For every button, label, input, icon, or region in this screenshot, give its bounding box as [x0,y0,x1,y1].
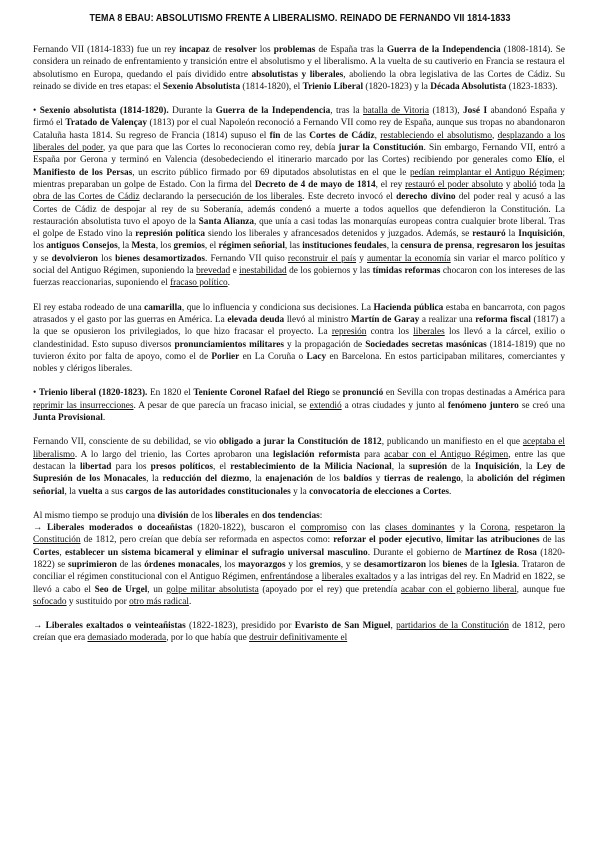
underlined-text: restableciendo el absolutismo [380,130,493,141]
underlined-text: represión [331,327,367,338]
bold-text: cargos de las autoridades constitucionales [125,486,291,497]
text-run: se creó una [518,400,565,411]
text-run: → [33,621,46,632]
bold-text: Trienio liberal (1820-1823). [38,388,148,399]
underlined-text: extendió [309,400,342,411]
text-run: , la [460,474,478,485]
text-run: Durante la [168,106,216,117]
bold-text: Evaristo de San Miguel [294,621,391,632]
bold-text: restablecimiento de la Milicia Nacional [230,461,392,472]
bold-text: Teniente Coronel Rafael del Riego [193,388,330,399]
text-run: . Fernando VII quiso [205,253,288,264]
text-run: (1823-1833). [506,81,558,92]
text-run: , aboliendo la obra legislativa de las Cortes de Cádiz. Su reinado se divide en tres etapas: el [33,69,565,92]
paragraph-camarilla [33,302,565,376]
bold-text: vuelta [78,486,103,497]
text-run: . [188,596,192,607]
text-run: • [33,388,39,399]
underlined-text: golpe militar absolutista [166,584,259,595]
text-run: . Este decreto invocó el [302,192,397,203]
bold-text: Sexenio Absolutista [162,81,241,92]
bold-text: Iglesia [491,559,517,570]
bold-text: Porlier [211,351,240,362]
text-run: los [426,559,443,570]
text-run: declarando la [139,192,197,203]
underlined-text: aceptaba el liberalismo [33,437,565,460]
text-run: (1814-1819) que no tuvieron éxito por falta de apoyo, como el de [33,339,565,362]
text-run: , que lo influencia y condiciona sus decisiones. La [181,302,374,313]
text-run: toda [536,179,559,190]
bold-text: desamortizaron [363,559,427,570]
underlined-text: desplazando a los liberales del poder [33,130,565,154]
text-run: contra los [366,327,414,338]
text-run: (1814-1820), el [240,81,303,92]
text-run: para [360,449,385,460]
text-run: , por lo que había que [166,633,250,644]
text-run: e [230,266,240,277]
underlined-text: aumentar la economía [367,253,451,264]
text-run: sin variar el marco político y social del Antiguo Régimen, suponiendo la [33,253,566,277]
bold-text: fin [269,130,281,141]
bold-text: abolición del régimen señorial [33,474,565,497]
text-run: a realizar una [419,314,476,325]
text-run: El rey estaba rodeado de una [33,302,145,313]
text-run: (1820-1823) y la [363,81,431,92]
bold-text: tierras de realengo [383,474,461,485]
text-run: , la [386,241,401,252]
bold-text: elevada deuda [227,314,285,325]
bold-text: Sociedades secretas masónicas [365,339,487,350]
text-run: para los [111,461,151,472]
bold-text: Cortes de Cádiz [309,130,375,141]
text-run: , el [213,461,231,472]
paragraph-exaltados [33,620,565,645]
document-body [33,44,565,657]
underlined-text: fracaso político [170,278,228,289]
bold-text: enajenación [265,474,313,485]
underlined-text: enfrentándose [260,572,313,583]
underlined-text: acabar con el Antiguo Régimen [384,449,509,460]
text-run: de España tras la [315,45,387,55]
text-run: (1817) a la que se opusieron los privilegiados, lo que hizo fracasar el proyecto. La [33,314,566,338]
text-run: En 1820 el [147,388,194,399]
text-run: , la [391,461,409,472]
bold-text: pronunciamientos militares [174,339,285,350]
text-run: a otras ciudades y junto al [341,400,448,411]
bold-text: Mesta [131,241,156,252]
text-run: siendo los liberales y afrancesados detenidos y juzgados. Además, se [205,229,473,240]
text-run: . Durante el gobierno de [367,547,465,558]
bold-text: Tratado de Valençay [65,118,148,129]
text-run: , el [552,155,565,166]
bold-text: baldíos [343,474,372,485]
text-run: • [33,106,40,117]
underlined-text: Corona [480,523,508,534]
text-run: Fernando VII (1814-1833) fue un rey [33,45,180,55]
text-run: , la [519,461,537,472]
text-run: , los [219,559,239,570]
bold-text: Trienio Liberal [302,81,364,92]
text-run: . Trataron de conciliar el régimen constitucional con el Antiguo Régimen, [33,559,565,583]
text-run: , [507,523,515,534]
bold-text: tímidas reformas [372,266,441,277]
bold-text: censura de prensa [400,241,473,252]
underlined-text: partidarios de la Constitución [396,621,509,632]
underlined-text: acabar con el gobierno liberal [400,584,517,595]
text-run: y la [290,486,310,497]
text-run: . A lo largo del trienio, las Cortes aprobaron una [74,449,274,460]
underlined-text: sofocado [33,596,67,607]
text-run: , [390,621,397,632]
text-run: . [227,278,230,289]
text-run: , los [155,241,174,252]
text-run: , [472,241,477,252]
text-run: con las [347,523,385,534]
bold-text: incapaz [179,45,210,55]
text-run: en Sevilla con tropas destinadas a América para [383,388,565,399]
text-run: , aunque fue [516,584,566,595]
bold-text: Manifiesto de los Persas [33,167,133,178]
text-run: , [492,130,498,141]
bold-text: Hacienda pública [373,302,444,313]
text-run: , la [249,474,266,485]
bold-text: reforzar el poder ejecutivo [333,535,441,546]
text-run: de las [280,130,310,141]
text-run: , que unía a casi todas las monarquías europeas contra cualquier brote liberal. Tras el golpe de Estado vino la [33,216,565,240]
paragraph-trienio [33,387,565,424]
text-run: de las [539,535,565,546]
bold-text: Cortes [33,547,60,558]
text-run: , la [64,486,79,497]
bold-text: Martín de Garay [351,314,420,325]
text-run: → [33,523,48,534]
bold-text: restauró [472,229,506,240]
bold-text: régimen señorial [218,241,285,252]
text-run: , las [284,241,303,252]
text-run: chocaron con los intereses de las fuerzas reaccionarias, suponiendo el [33,266,566,289]
bold-text: Inquisición [474,461,520,472]
bold-text: Seo de Urgel [94,584,148,595]
text-run: (1813) por el cual Napoleón reconoció a Fernando VII como rey de España, aunque sus tropas no abandonaron Cataluña hasta 1814. Su regreso de Francia (1814) supuso el [33,118,566,141]
underlined-text: otro más radical [129,596,189,607]
text-run: (1822-1823), presidido por [185,621,295,632]
text-run: , los [33,229,565,252]
paragraph-constitucion [33,436,565,497]
bold-text: Decreto de 4 de mayo de 1814 [254,179,376,190]
bold-text: José I [462,106,488,117]
text-run: , un [147,584,167,595]
text-run: los [97,253,116,264]
text-run: y se [33,253,52,264]
text-run: de los [188,510,216,521]
bold-text: reforma fiscal [475,314,531,325]
bold-text: gremios [309,559,341,570]
underlined-text: respetaron la Constitución [33,523,566,546]
bold-text: liberales [215,510,249,521]
bold-text: Guerra de la Independencia [215,106,331,117]
bold-text: libertad [79,461,112,472]
bold-text: Guerra de la Independencia [386,45,501,55]
bold-text: Liberales moderados o doceañistas [47,523,193,534]
bold-text: Elío [536,155,553,166]
bold-text: instituciones feudales [302,241,387,252]
text-run: en La Coruña o [239,351,307,362]
underlined-text: clases dominantes [384,523,455,534]
paragraph-intro [33,44,565,93]
bold-text: mayorazgos [238,559,286,570]
text-run: llevó al ministro [284,314,352,325]
paragraph-division [33,510,565,522]
bold-text: antiguos Consejos [46,241,118,252]
text-run: y [502,179,514,190]
underlined-text: abolió [513,179,537,190]
underlined-text: compromiso [300,523,347,534]
underlined-text: liberales [413,327,445,338]
bold-text: represión política [135,229,206,240]
bold-text: órdenes monacales [144,559,220,570]
text-run: Al mismo tiempo se produjo una [33,510,158,521]
text-run: (apoyado por el rey) que pretendía [258,584,401,595]
text-run: , un escrito público firmado por 69 diputados absolutistas en el que le [132,167,411,178]
underlined-text: restauró el poder absoluto [405,179,503,190]
text-run: de los gobiernos y las [286,266,373,277]
bold-text: convocatoria de elecciones a Cortes [309,486,450,497]
bold-text: devolvieron [51,253,98,264]
bold-text: Martínez de Rosa [464,547,537,558]
text-run: de los [312,474,344,485]
bold-text: fenómeno juntero [447,400,519,411]
text-run: (1820-1822) se [33,547,565,570]
underlined-text: pedían reimplantar el Antiguo Régimen [410,167,563,178]
paragraph-sexenio [33,105,565,289]
text-run: y la [454,523,481,534]
text-run: de la [447,461,475,472]
bold-text: derecho divino [396,192,456,203]
bold-text: suprimieron [67,559,117,570]
underlined-text: destruir definitivamente el [249,633,348,644]
bold-text: jurar la Constitución [338,143,424,154]
underlined-text: brevedad [196,266,231,277]
text-run: se [329,388,343,399]
bold-text: Ley de Supresión de los Monacales [33,461,566,485]
text-run: : [319,510,323,521]
text-run: . [449,486,452,497]
bold-text: bienes [442,559,468,570]
bold-text: legislación reformista [273,449,361,460]
underlined-text: liberales exaltados [321,572,391,583]
underlined-text: la obra de las Cortes de Cádiz [33,179,566,203]
bold-text: reducción del diezmo [162,474,250,485]
text-run: , y se [340,559,364,570]
text-run: los llevó a la cárcel, exilio o clandestinidad. Esto supuso diversos [33,327,565,350]
bold-text: Sexenio absolutista (1814-1820). [39,106,169,117]
bold-text: pronunció [342,388,384,399]
text-run: y los [285,559,310,570]
text-run: . A pesar de que parecía un fracaso inicial, se [133,400,310,411]
bold-text: Década Absolutista [430,81,507,92]
text-run: , ya que para que las Cortes lo reconocieran como rey, debía [102,143,339,154]
text-run: . [102,413,106,424]
underlined-text: reprimir las insurrecciones [33,400,134,411]
text-run: de [209,45,225,55]
underlined-text: demasiado moderada [87,633,167,644]
text-run: los [256,45,274,55]
text-run: (1820-1822), buscaron el [192,523,301,534]
bold-text: absolutistas y liberales [251,69,344,80]
text-run: , publicando un manifiesto en el que [381,437,523,448]
bold-text: establecer un sistema bicameral y eliminar el sufragio universal masculino [64,547,368,558]
underlined-text: inestabilidad [239,266,287,277]
text-run: , [59,547,65,558]
bold-text: presos políticos [150,461,213,472]
bold-text: división [157,510,189,521]
bold-text: Lacy [306,351,327,362]
text-run: , el [204,241,219,252]
bold-text: Liberales exaltados o veinteañistas [45,621,186,632]
text-run: y sustituido por [66,596,130,607]
bold-text: Junta Provisional [33,413,103,424]
bold-text: bienes desamortizados [115,253,205,264]
text-run: , [440,535,447,546]
underlined-text: reconstruir el país [287,253,357,264]
text-run: del poder real y acusó a las Cortes de Cádiz de despojar al rey de su Soberanía, además condenó a muerte a todos aquellos que defendieron la Constitución. La restauración absolutista tuvo el apoyo de la [33,192,566,227]
bold-text: resolver [224,45,257,55]
text-run: , tras la [330,106,363,117]
text-run: y [371,474,384,485]
text-run: Fernando VII, consciente de su debilidad, se vio [33,437,219,448]
bold-text: Santa Alianza [198,216,255,227]
bold-text: regresaron los jesuitas [476,241,565,252]
text-run: ; mientras preparaban un golpe de Estado. Con la firma del [33,167,566,190]
text-run: , entre las que destacan la [33,449,565,472]
text-run: estaba en bancarrota, con pagos atrasados y el gasto por las guerras en América. La [33,302,565,325]
text-run: de las [116,559,145,570]
text-run: , [374,130,381,141]
bold-text: limitar las atribuciones [446,535,540,546]
text-run: , la [146,474,163,485]
text-run: , el rey [375,179,406,190]
bold-text: problemas [273,45,316,55]
underlined-text: persecución de los liberales [196,192,303,203]
text-run: (1808-1814). Se considera un reinado de enfrentamiento y transición entre el absolutismo y el liberalismo. A la vuelta de su cautiverio en Francia se restaura el absolutismo en Europa, quedando el país dividido entre [33,45,565,80]
text-run: de la [467,559,492,570]
text-run: de 1812, pero creían que debía ser reformada en aspectos como: [80,535,334,546]
underlined-text: batalla de Vitoria [363,106,430,117]
text-run: en [248,510,263,521]
text-run: la [505,229,519,240]
text-run: y la propagación de [284,339,366,350]
document-title: TEMA 8 EBAU: ABSOLUTISMO FRENTE A LIBERALISMO. REINADO DE FERNANDO VII 1814-1833 [89,12,511,24]
text-run: abandonó España y firmó el [33,106,565,129]
bold-text: obligado a jurar la Constitución de 1812 [218,437,382,448]
text-run: . Sin embargo, Fernando VII, entró a España por Gerona y terminó en Valencia (desobedeciendo el itinerario marcado por las Cortes) recibiendo por generales como [33,143,565,166]
text-run: a [312,572,322,583]
bold-text: camarilla [144,302,182,313]
text-run: de 1812, pero creían que era [33,621,566,644]
bold-text: Inquisición [518,229,563,240]
text-run: y [356,253,367,264]
bold-text: supresión [408,461,448,472]
text-run: en Barcelona. En estos participaban militares, comerciantes y nobles y clérigos liberales. [33,351,565,375]
bold-text: gremios [173,241,205,252]
text-run: (1813), [429,106,463,117]
text-run: y a las intrigas del rey. En Madrid en 1822, se llevó a cabo el [33,572,566,595]
bold-text: dos tendencias [262,510,320,521]
text-run: a sus [102,486,126,497]
paragraph-moderados [33,522,565,608]
text-run: , la [117,241,132,252]
